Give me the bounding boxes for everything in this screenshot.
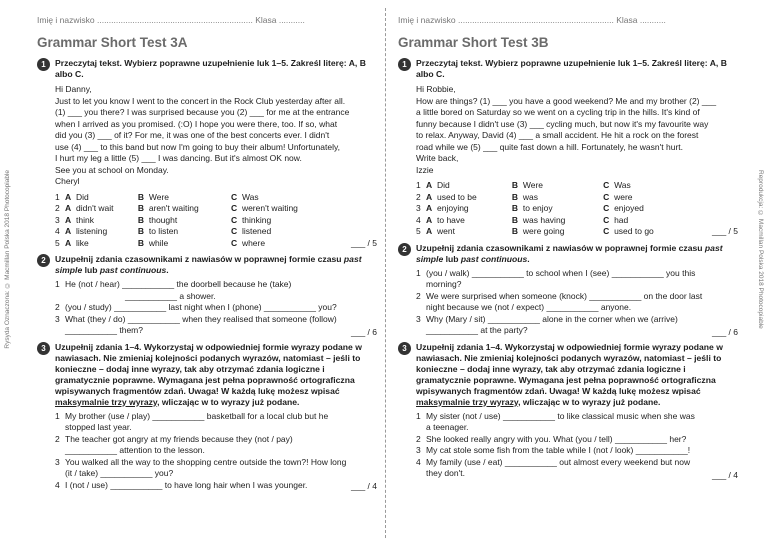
instruction-term: past simple	[55, 254, 362, 275]
text-line: (1) ___ you there? I was surprised because you (2) ___ for me at the entrance	[55, 107, 350, 117]
item-number: 2	[416, 290, 421, 301]
exercise-instruction	[416, 342, 738, 408]
option-row	[416, 203, 738, 215]
item-line: My sister (not / use) ___________ to like classical music when she was	[426, 410, 695, 421]
item-line: ___________ a shower.	[125, 290, 216, 301]
option-c[interactable]: used to go	[614, 226, 654, 236]
exercise-number: 1	[37, 58, 50, 71]
instruction-text: .	[166, 265, 169, 275]
exercise-2	[37, 254, 377, 337]
name-class-line: Imię i nazwisko .................................................................. Klasa ...........	[398, 15, 666, 25]
exercise-score[interactable]: ___ / 6	[351, 326, 377, 337]
option-letter-c: C	[230, 203, 238, 213]
option-letter-b: B	[511, 214, 519, 225]
item-number: 3	[55, 313, 60, 324]
instruction-text: lub	[82, 265, 100, 275]
exercise-number: 3	[398, 342, 411, 355]
text-line: use (4) ___ to this band but now I'm going to buy their album! Unfortunately,	[55, 141, 340, 152]
item-line: ___________ attention to the lesson.	[65, 445, 205, 455]
instruction-text: Uzupełnij zdania 1–4. Wykorzystaj w odpowiedniej formie wyrazy podane w nawiasach. Nie zmieniaj kolejności podanych wyrazów, natomiast – jeśli to konieczne – dodaj inne wyrazy, tak aby otrzymać zdania logiczne i gramatycznie poprawne. Wymagana jest pełna poprawność ortograficzna wpisywanych fragmentów zdań. Uwaga! W każdą lukę możesz wpisać	[55, 341, 362, 396]
instruction-text: lub	[443, 253, 461, 264]
instruction-text: .	[527, 253, 530, 264]
item-line: We were surprised when someone (knock) ___________ on the door last	[426, 290, 703, 301]
option-letter-b: B	[511, 226, 519, 236]
option-number: 3	[416, 203, 421, 213]
item-line: (you / walk) ___________ to school when I (see) ___________ you this	[426, 267, 696, 278]
text-line: How are things? (1) ___ you have a good weekend? Me and my brother (2) ___	[416, 95, 717, 106]
item-number: 1	[416, 267, 421, 278]
text-line: to relax. Anyway, David (4) ___ a small accident. He hit a rock on the forest	[416, 130, 699, 140]
sentence-item[interactable]	[55, 314, 377, 337]
option-a[interactable]: Did	[76, 191, 89, 202]
item-line: Why (Mary / sit) ___________ alone in the corner when we (arrive)	[426, 313, 678, 324]
option-a[interactable]: went	[437, 226, 455, 236]
option-letter-b: B	[511, 203, 519, 213]
item-line: stopped last year.	[65, 422, 132, 432]
option-number: 5	[416, 226, 421, 236]
option-number: 5	[55, 237, 60, 248]
instruction-text: Uzupełnij zdania czasownikami z nawiasów w poprawnej formie czasu	[55, 254, 344, 264]
option-row	[55, 238, 377, 250]
sentence-item[interactable]	[416, 314, 738, 337]
text-line: did you (3) ___ of it? For me, it was one of the best concerts ever. I didn't	[55, 130, 330, 140]
item-number: 2	[416, 433, 421, 444]
option-c[interactable]: thinking	[241, 214, 272, 225]
item-line: My family (use / eat) ___________ out almost every weekend but now	[426, 456, 691, 467]
exercise-number: 1	[398, 58, 411, 71]
exercise-number: 2	[37, 254, 50, 267]
exercise-instruction: Przeczytaj tekst. Wybierz poprawne uzupełnienie luk 1–5. Zakreśl literę: A, B albo C.	[416, 58, 727, 79]
option-letter-b: B	[137, 191, 144, 202]
exercise-instruction	[55, 342, 377, 408]
option-letter-b: B	[511, 180, 519, 190]
text-line: Cheryl	[55, 176, 80, 186]
item-line: I (not / use) ___________ to have long hair when I was younger.	[65, 479, 308, 490]
item-line: night because we (not / expect) ___________ anyone.	[426, 302, 632, 312]
cut-line	[385, 8, 386, 538]
option-letter-a: A	[426, 203, 433, 213]
option-row	[55, 192, 377, 204]
item-line: (it / take) ___________ you?	[65, 468, 174, 478]
option-letter-b: B	[137, 203, 144, 213]
instruction-text: Uzupełnij zdania czasownikami z nawiasów w poprawnej formie czasu	[416, 242, 705, 253]
item-line: My cat stole some fish from the table while I (not / look) ___________!	[426, 445, 691, 455]
item-number: 1	[55, 410, 60, 421]
option-letter-a: A	[65, 203, 72, 213]
instruction-term: past continuous	[99, 265, 167, 275]
sentence-item[interactable]	[416, 434, 738, 446]
option-b[interactable]: were going	[522, 226, 565, 236]
exercise-3	[37, 342, 377, 492]
option-a[interactable]: Did	[437, 180, 450, 190]
sentence-item[interactable]	[55, 457, 377, 480]
option-row	[416, 215, 738, 227]
item-line: ___________ them?	[65, 325, 143, 335]
sentence-item[interactable]	[416, 457, 738, 480]
option-row	[55, 226, 377, 238]
instruction-text: Uzupełnij zdania 1–4. Wykorzystaj w odpowiedniej formie wyrazy podane w nawiasach. Nie zmieniaj kolejności podanych wyrazów, natomiast – jeśli to konieczne – dodaj inne wyrazy, tak aby otrzymać zdania logiczne i gramatycznie poprawne. Wymagana jest pełna poprawność ortograficzna wpisywanych fragmentów zdań. Uwaga! W każdą lukę możesz wpisać	[416, 341, 723, 396]
instruction-term: past continuous	[460, 253, 528, 264]
instruction-term: past simple	[416, 242, 723, 264]
exercise-instruction: Przeczytaj tekst. Wybierz poprawne uzupełnienie luk 1–5. Zakreśl literę: A, B albo C.	[55, 58, 366, 79]
option-b[interactable]: was having	[522, 214, 566, 225]
text-line: Just to let you know I went to the concert in the Rock Club yesterday after all.	[55, 95, 346, 106]
option-letter-b: B	[511, 191, 519, 202]
option-c[interactable]: where	[241, 237, 266, 248]
option-number: 1	[55, 191, 60, 202]
sentence-item[interactable]	[55, 411, 377, 434]
sentence-item[interactable]	[416, 291, 738, 314]
copyright-note-left: Rysyda Oznaczona: © Macmillan Polska 2018 Photocopiable	[4, 170, 11, 349]
exercise-score[interactable]: ___ / 4	[712, 469, 738, 480]
item-line: ___________ at the party?	[426, 325, 528, 335]
text-line: Write back,	[416, 153, 459, 163]
text-line: Hi Danny,	[55, 84, 92, 94]
exercise-score[interactable]: ___ / 6	[712, 326, 738, 337]
exercise-number: 3	[37, 342, 50, 355]
instruction-emphasis: maksymalnie trzy wyrazy	[416, 396, 519, 407]
exercise-score[interactable]: ___ / 4	[351, 481, 377, 491]
option-row	[55, 215, 377, 227]
option-a[interactable]: to have	[437, 214, 465, 225]
item-line: The teacher got angry at my friends because they (not / pay)	[65, 433, 293, 444]
option-letter-c: C	[603, 203, 610, 213]
option-row	[416, 226, 738, 238]
item-line: What (they / do) ___________ when they realised that someone (follow)	[65, 313, 337, 324]
option-b[interactable]: to listen	[148, 226, 179, 236]
option-c[interactable]: were	[614, 191, 633, 202]
option-number: 4	[416, 214, 421, 225]
instruction-text: , wliczając w to wyrazy już podane.	[157, 396, 300, 407]
option-letter-a: A	[65, 237, 72, 248]
option-b[interactable]: while	[148, 237, 169, 248]
option-letter-a: A	[426, 180, 433, 190]
test-title: Grammar Short Test 3A	[37, 35, 188, 50]
item-line: She looked really angry with you. What (you / tell) ___________ her?	[426, 433, 687, 444]
sentence-item[interactable]	[55, 279, 377, 302]
option-letter-b: B	[137, 214, 144, 225]
option-letter-a: A	[65, 226, 72, 236]
option-number: 2	[55, 203, 60, 213]
option-letter-c: C	[230, 191, 238, 202]
option-c[interactable]: Was	[614, 180, 631, 190]
test-3b	[398, 0, 738, 480]
exercise-3	[398, 342, 738, 480]
option-b[interactable]: aren't waiting	[148, 203, 199, 213]
item-line: He (not / hear) ___________ the doorbell because he (take)	[65, 279, 292, 289]
item-number: 3	[55, 456, 60, 467]
exercise-score[interactable]: ___ / 5	[712, 226, 738, 236]
item-number: 2	[55, 302, 60, 312]
name-class-line: Imię i nazwisko .................................................................. Klasa ...........	[37, 15, 305, 25]
sentence-item[interactable]	[55, 434, 377, 457]
item-line: (you / study) ___________ last night when I (phone) ___________ you?	[65, 302, 337, 312]
option-letter-a: A	[65, 214, 72, 225]
copyright-note-right: Reprodukcja: © Macmillan Polska 2018 Photocopiable	[757, 170, 764, 329]
option-c[interactable]: weren't waiting	[241, 203, 298, 213]
item-number: 2	[55, 433, 60, 444]
option-a[interactable]: like	[76, 237, 89, 248]
option-b[interactable]: Were	[148, 191, 170, 202]
sentence-item[interactable]	[55, 480, 377, 492]
text-line: Hi Robbie,	[416, 84, 456, 94]
option-letter-b: B	[137, 226, 144, 236]
exercise-instruction	[416, 243, 738, 265]
instruction-text: , wliczając w to wyrazy już podane.	[518, 396, 661, 407]
test-3a	[37, 0, 377, 491]
item-line: they don't.	[426, 468, 465, 478]
item-line: You walked all the way to the shopping centre outside the town?! How long	[65, 456, 347, 467]
option-number: 1	[416, 180, 421, 190]
text-line: See you at school on Monday.	[55, 164, 169, 175]
option-letter-c: C	[230, 226, 238, 236]
item-number: 3	[416, 445, 421, 455]
item-line: morning?	[426, 279, 462, 289]
option-row	[416, 180, 738, 192]
option-a[interactable]: listening	[76, 226, 108, 236]
text-line: a little bored on Saturday so we went on a cycling trip in the hills. It's kind of	[416, 107, 700, 117]
item-number: 4	[416, 456, 421, 467]
option-c[interactable]: Was	[241, 191, 259, 202]
sentence-item[interactable]	[416, 411, 738, 434]
exercise-2	[398, 243, 738, 337]
exercise-instruction	[55, 254, 377, 276]
exercise-number: 2	[398, 243, 411, 256]
test-title: Grammar Short Test 3B	[398, 35, 549, 50]
text-line: I hurt my leg a little (5) ___ I was dancing. But it's almost OK now.	[55, 153, 302, 163]
text-line: when I arrived as you promised. (:O) I hope you were there, too. If so, what	[55, 118, 338, 129]
option-letter-c: C	[230, 237, 238, 248]
item-line: My brother (use / play) ___________ basketball for a local club but he	[65, 410, 329, 421]
option-letter-c: C	[603, 214, 610, 225]
option-letter-c: C	[603, 226, 610, 236]
option-number: 4	[55, 226, 60, 236]
option-letter-c: C	[230, 214, 238, 225]
text-line: road while we (5) ___ quite fast down a hill. Fortunately, he wasn't hurt.	[416, 141, 683, 152]
option-c[interactable]: listened	[241, 226, 272, 236]
reading-text	[55, 84, 377, 188]
exercise-score[interactable]: ___ / 5	[351, 237, 377, 248]
option-c[interactable]: had	[614, 214, 629, 225]
exercise-1	[37, 58, 377, 249]
instruction-emphasis: maksymalnie trzy wyrazy	[55, 396, 158, 407]
option-b[interactable]: was	[522, 191, 538, 202]
option-row	[416, 192, 738, 204]
option-a[interactable]: used to be	[437, 191, 477, 202]
sentence-item[interactable]	[416, 268, 738, 291]
option-a[interactable]: enjoying	[437, 203, 469, 213]
option-letter-c: C	[603, 180, 610, 190]
option-number: 3	[55, 214, 60, 225]
option-row	[55, 203, 377, 215]
text-line: funny because I didn't use (3) ___ cycling much, but now it's my favourite way	[416, 118, 709, 129]
answer-options	[416, 180, 738, 238]
option-letter-a: A	[426, 226, 433, 236]
option-b[interactable]: thought	[148, 214, 178, 225]
sentence-item[interactable]	[55, 302, 377, 314]
item-number: 4	[55, 479, 60, 490]
option-letter-a: A	[426, 214, 433, 225]
option-letter-c: C	[603, 191, 610, 202]
item-number: 1	[55, 279, 60, 289]
option-c[interactable]: enjoyed	[614, 203, 644, 213]
exercise-1	[398, 58, 738, 238]
option-letter-a: A	[65, 191, 72, 202]
item-number: 1	[416, 410, 421, 421]
option-letter-a: A	[426, 191, 433, 202]
item-number: 3	[416, 313, 421, 324]
item-line: a teenager.	[426, 422, 469, 432]
option-a[interactable]: didn't wait	[76, 203, 114, 213]
option-b[interactable]: to enjoy	[522, 203, 553, 213]
sentence-item[interactable]	[416, 445, 738, 457]
answer-options	[55, 192, 377, 250]
option-letter-b: B	[137, 237, 144, 248]
text-line: Izzie	[416, 164, 434, 175]
option-b[interactable]: Were	[522, 180, 544, 190]
option-number: 2	[416, 191, 421, 202]
option-a[interactable]: think	[76, 214, 94, 225]
reading-text	[416, 84, 738, 176]
